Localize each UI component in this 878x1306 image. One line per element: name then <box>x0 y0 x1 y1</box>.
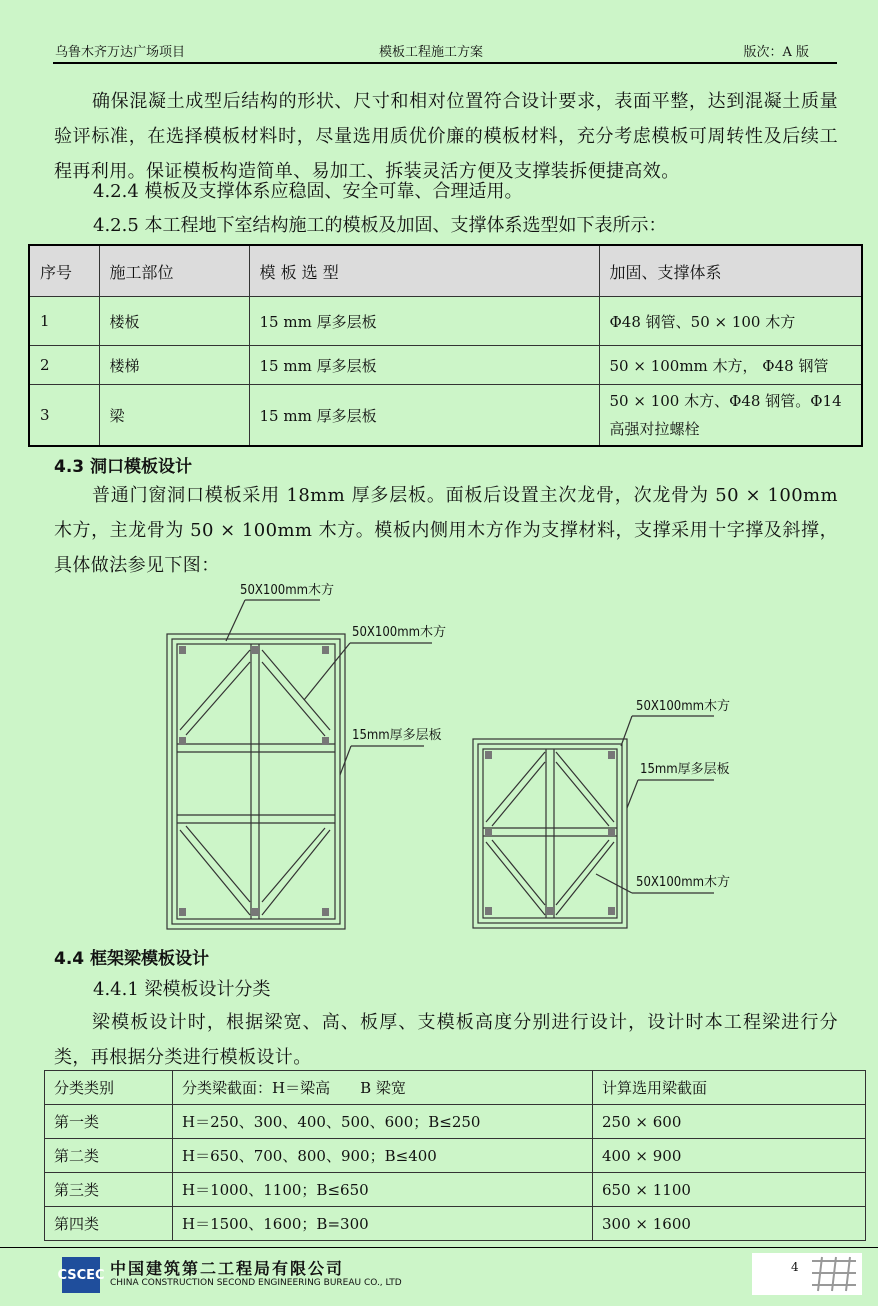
table-row <box>45 1207 866 1241</box>
page-number: 4 <box>791 1260 799 1274</box>
table-cell: 250 × 600 <box>593 1105 866 1139</box>
section-4-4-paragraph: 梁模板设计时，根据梁宽、高、板厚、支模板高度分别进行设计，设计时本工程梁进行分类，再根据分类进行模板设计。 <box>54 1012 838 1068</box>
company-name-cn: 中国建筑第二工程局有限公司 <box>110 1259 345 1278</box>
table-cell: 楼板 <box>99 297 249 346</box>
table-cell: 15 mm 厚多层板 <box>249 346 599 385</box>
table-cell: Φ48 钢管、50 × 100 木方 <box>599 297 862 346</box>
table-header-row <box>45 1071 866 1105</box>
table-cell: 50 × 100mm 木方， Φ48 钢管 <box>599 346 862 385</box>
table-header-cell: 序号 <box>29 245 99 297</box>
table-cell: 400 × 900 <box>593 1139 866 1173</box>
footer-divider <box>0 1247 878 1248</box>
label-left-board: 15mm厚多层板 <box>352 728 442 743</box>
table-cell: 2 <box>29 346 99 385</box>
table-row <box>45 1105 866 1139</box>
section-4-3-paragraph: 普通门窗洞口模板采用 18mm 厚多层板。面板后设置主次龙骨，次龙骨为 50 × 100mm 木方，主龙骨为 50 × 100mm 木方。模板内侧用木方作为支撑材料，支撑采用十字撑及斜撑，具体做法参见下图： <box>54 485 838 576</box>
label-right-bottom: 50X100mm木方 <box>636 875 730 890</box>
section-4-4-1: 4.4.1 梁模板设计分类 <box>93 979 271 1000</box>
page-number-box <box>752 1253 862 1295</box>
beam-classification-table <box>44 1070 866 1241</box>
label-left-mid: 50X100mm木方 <box>352 625 446 640</box>
table-cell: 300 × 1600 <box>593 1207 866 1241</box>
table-cell: 第四类 <box>45 1207 173 1241</box>
label-right-top: 50X100mm木方 <box>636 699 730 714</box>
table-row <box>45 1139 866 1173</box>
table-cell: 50 × 100 木方、Φ48 钢管。Φ14 高强对拉螺栓 <box>599 385 862 447</box>
table-header-cell: 模 板 选 型 <box>249 245 599 297</box>
company-name-en: CHINA CONSTRUCTION SECOND ENGINEERING BUREAU CO., LTD <box>110 1278 402 1288</box>
table-header-cell: 施工部位 <box>99 245 249 297</box>
table-cell: H＝1500、1600；B=300 <box>173 1207 593 1241</box>
table-cell: 第二类 <box>45 1139 173 1173</box>
table-cell: 15 mm 厚多层板 <box>249 385 599 447</box>
company-logo: CSCEC <box>62 1257 100 1293</box>
table-header-cell: 分类类别 <box>45 1071 173 1105</box>
section-4-3-title: 4.3 洞口模板设计 <box>54 457 193 477</box>
table-cell: 楼梯 <box>99 346 249 385</box>
item-4-2-5: 4.2.5 本工程地下室结构施工的模板及加固、支撑体系选型如下表所示： <box>93 215 667 236</box>
table-header-cell: 分类梁截面：H＝梁高 B 梁宽 <box>173 1071 593 1105</box>
table-cell: 第三类 <box>45 1173 173 1207</box>
header-doc-title: 模板工程施工方案 <box>379 45 484 60</box>
table-header-cell: 计算选用梁截面 <box>593 1071 866 1105</box>
header-project: 乌鲁木齐万达广场项目 <box>55 45 186 60</box>
table-cell: 梁 <box>99 385 249 447</box>
table-header-cell: 加固、支撑体系 <box>599 245 862 297</box>
table-cell: 3 <box>29 385 99 447</box>
section-4-4-title: 4.4 框架梁模板设计 <box>54 949 210 969</box>
table-cell: 1 <box>29 297 99 346</box>
table-cell: H＝1000、1100；B≤650 <box>173 1173 593 1207</box>
table-cell: H＝250、300、400、500、600；B≤250 <box>173 1105 593 1139</box>
intro-paragraph: 确保混凝土成型后结构的形状、尺寸和相对位置符合设计要求，表面平整，达到混凝土质量验评标准，在选择模板材料时，尽量选用质优价廉的模板材料，充分考虑模板可周转性及后续工程再利用。保证模板构造简单、易加工、拆装灵活方便及支撑装拆便捷高效。 <box>54 91 838 182</box>
table-cell: 650 × 1100 <box>593 1173 866 1207</box>
table-cell: H＝650、700、800、900；B≤400 <box>173 1139 593 1173</box>
footer-building-icon <box>752 1253 862 1295</box>
table-cell: 15 mm 厚多层板 <box>249 297 599 346</box>
table-cell: 第一类 <box>45 1105 173 1139</box>
item-4-2-4: 4.2.4 模板及支撑体系应稳固、安全可靠、合理适用。 <box>93 181 523 202</box>
header-version: 版次：A 版 <box>743 45 809 60</box>
label-right-board: 15mm厚多层板 <box>640 762 730 777</box>
table-row <box>45 1173 866 1207</box>
label-left-top: 50X100mm木方 <box>240 583 334 598</box>
